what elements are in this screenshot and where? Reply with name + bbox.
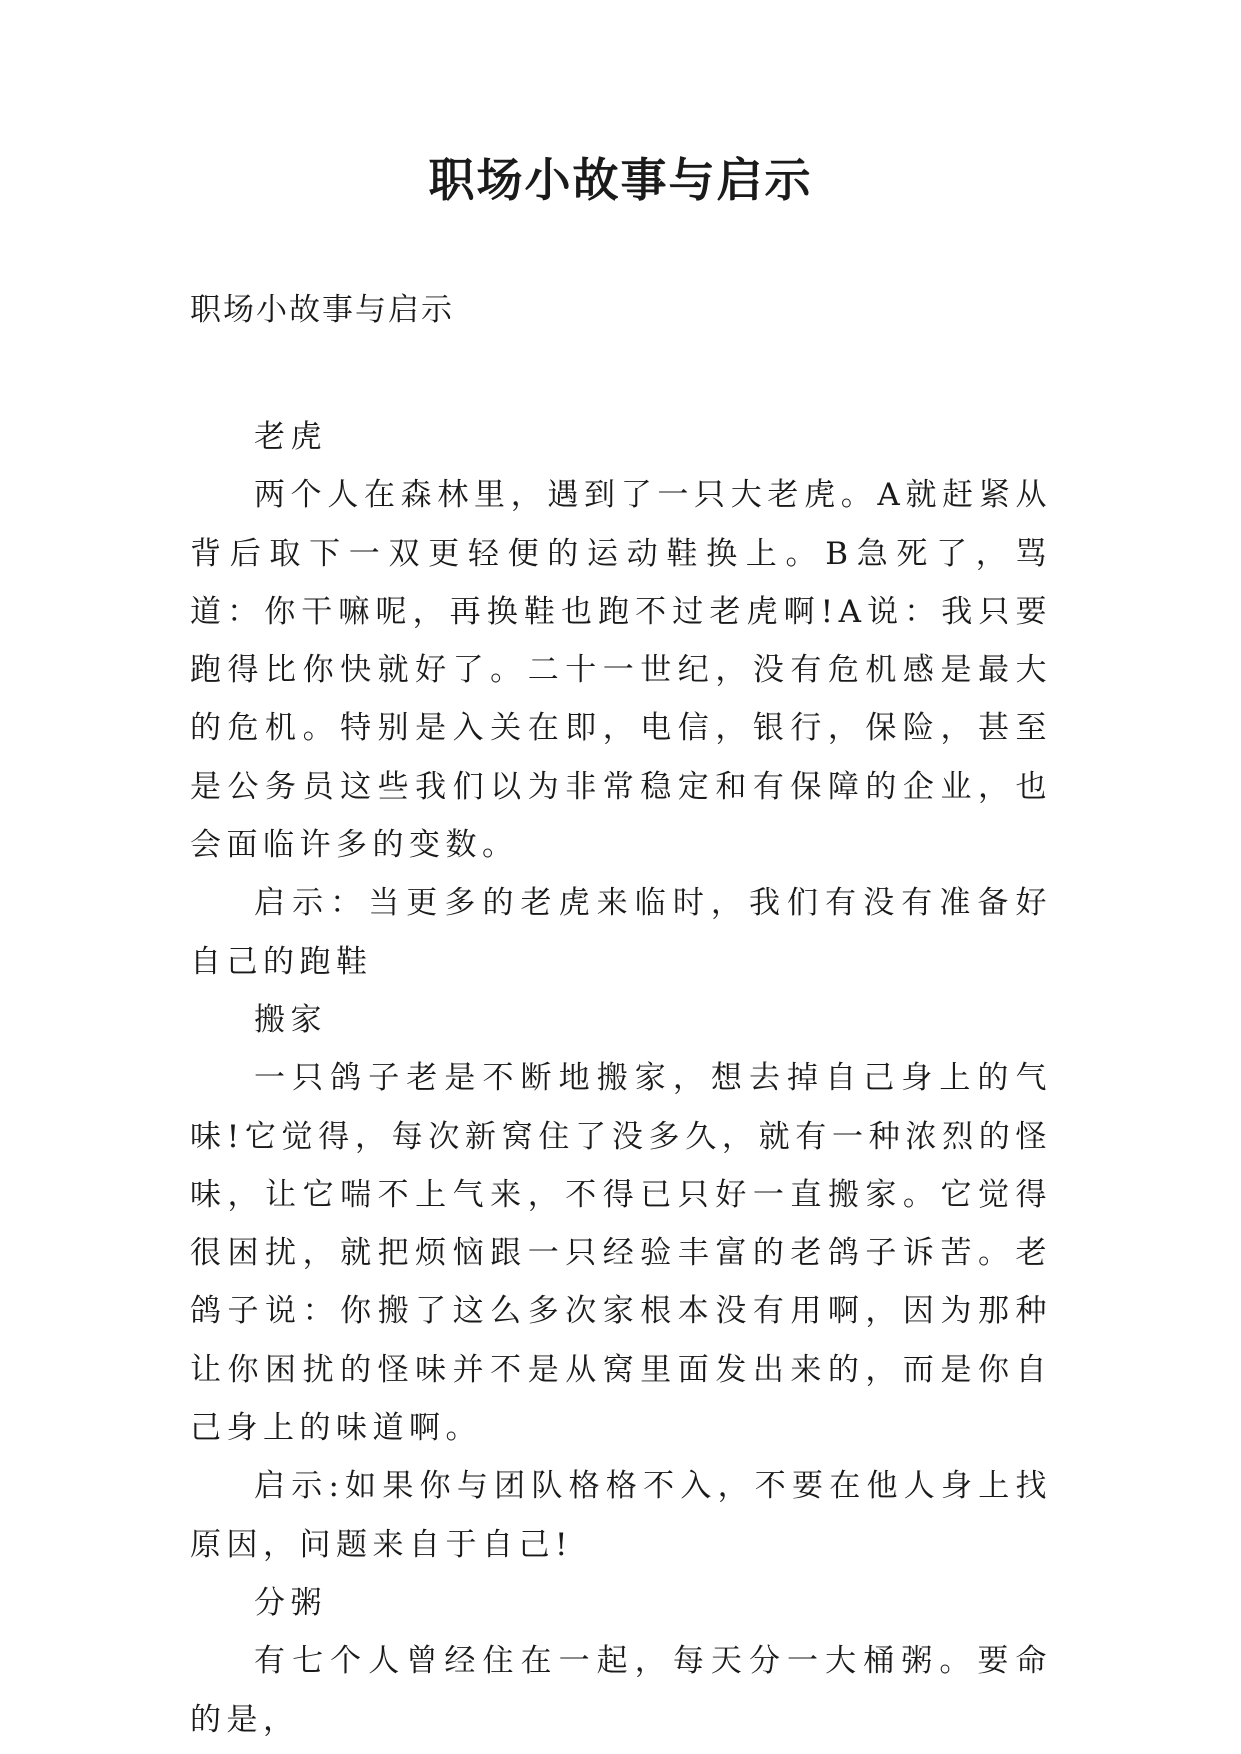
section-heading-moving: 搬家 [254,1001,327,1038]
paragraph-tiger-story: 两个人在森林里，遇到了一只大老虎。A就赶紧从背后取下一双更轻便的运动鞋换上。B急死了，骂道：你干嘛呢，再换鞋也跑不过老虎啊!A说：我只要跑得比你快就好了。二十一世纪，没有危机感是最大的危机。特别是入关在即，电信，银行，保险，甚至是公务员这些我们以为非常稳定和有保障的企业，也会面临许多的变数。 [190,477,1052,864]
paragraph-tiger-lesson: 启示：当更多的老虎来临时，我们有没有准备好自己的跑鞋 [190,885,1052,980]
document-subtitle: 职场小故事与启示 [190,292,454,328]
paragraph-moving-lesson: 启示:如果你与团队格格不入，不要在他人身上找原因，问题来自于自己! [190,1468,1052,1563]
document-title: 职场小故事与启示 [428,153,813,207]
paragraph-porridge-story: 有七个人曾经住在一起，每天分一大桶粥。要命的是， [190,1643,1052,1738]
paragraph-moving-story: 一只鸽子老是不断地搬家，想去掉自己身上的气味!它觉得，每次新窝住了没多久，就有一种浓烈的怪味，让它喘不上气来，不得已只好一直搬家。它觉得很困扰，就把烦恼跟一只经验丰富的老鸽子诉苦。老鸽子说：你搬了这么多次家根本没有用啊，因为那种让你困扰的怪味并不是从窝里面发出来的，而是你自己身上的味道啊。 [190,1060,1052,1447]
section-heading-porridge: 分粥 [254,1584,327,1621]
section-heading-tiger: 老虎 [254,419,327,455]
document-body [190,408,1052,1749]
